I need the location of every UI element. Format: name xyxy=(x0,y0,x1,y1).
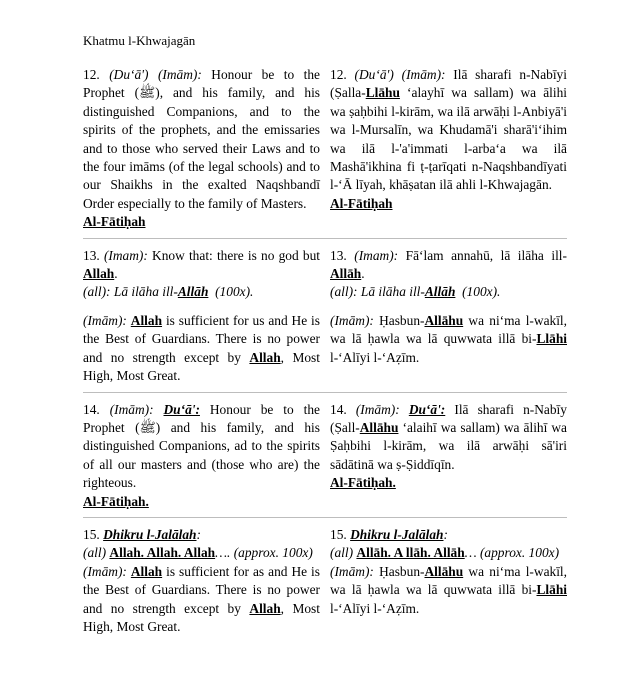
body-text: Ilā sharafi n-Nabīyi (Ṣalla- xyxy=(330,67,567,101)
divine-name: Llāhu xyxy=(365,85,400,101)
dhikr-title: Dhikru l-Jalālah xyxy=(103,526,197,542)
section-15 xyxy=(83,526,567,642)
body-text: Ilā sharafi n-Nabīy (Ṣall- xyxy=(330,401,567,435)
chant-text: Allah. Allah. Allah xyxy=(109,545,216,561)
all-label: (all) xyxy=(330,545,354,561)
body-text: Ḥasbun- xyxy=(379,563,425,579)
page-header: Khatmu l-Khwajagān xyxy=(83,33,196,48)
role-label: (Imām): xyxy=(330,563,374,579)
role-label: (Imām): xyxy=(330,312,374,328)
section-14 xyxy=(83,401,567,518)
fatiha-label: Al-Fātiḥah. xyxy=(330,475,396,491)
fatiha-label: Al-Fātiḥah. xyxy=(83,493,149,509)
body-text: wa ni‘ma l-wakīl, wa lā ḥawla wa lā quwwata illā bi- xyxy=(330,563,567,598)
divine-name: Allah xyxy=(83,266,115,282)
repeat-count: (100x). xyxy=(215,284,254,300)
body-text: is sufficient for as and He is the Best of Guardians. There is no power and no strength except by xyxy=(83,563,320,616)
role-label: (Imām): xyxy=(109,401,154,417)
repeat-count: (100x). xyxy=(462,284,501,300)
chant-text: Allāh. A llāh. Allāh xyxy=(356,545,465,561)
divine-name: Allāh xyxy=(177,284,209,300)
divine-name: Allāh xyxy=(330,266,362,282)
fatiha-label: Al-Fātiḥah xyxy=(330,195,393,211)
divine-name: Allah xyxy=(130,563,163,579)
section-14-english xyxy=(83,401,320,511)
divine-name: Allāhu xyxy=(359,419,399,435)
role-label: (Imām): xyxy=(83,312,127,328)
role-label: (Imām): xyxy=(355,401,400,417)
role-label: (Imam): xyxy=(103,247,148,263)
body-text: Know that: there is no god but xyxy=(152,247,320,263)
divine-name: Allāh xyxy=(424,284,456,300)
section-number: 14. xyxy=(330,401,347,417)
dhikr-title: Dhikru l-Jalālah xyxy=(350,526,444,542)
body-text: l-‘Alīyi l-‘Aẓīm. xyxy=(330,600,420,616)
body-text: Honour be to the Prophet (ﷺ), and his family, and his distinguished Companions, and to the spirits of the prophets, and the emissaries and to those who served their Laws and to the four imāms (of the legal schools) and to our Shaikhs in the exalted Naqshbandī Order especially to the family of Masters. xyxy=(83,67,320,211)
body-text: Fā‘lam annahū, lā ilāha ill- xyxy=(405,247,567,263)
approx-count: … (approx. 100x) xyxy=(464,545,560,561)
divine-name: Llāhi xyxy=(536,582,567,598)
dua-label: Du‘ā': xyxy=(408,401,446,417)
section-15-transliteration: 15. Dhikru l-Jalālah: (all) Allāh. A llāh. Allāh… (approx. 100x) (Imām): Ḥasbun-Allāhu wa ni‘ma l-wakīl, wa lā ḥawla wa lā quwwata illā bi-Llāhi l-‘Alīyi l-‘Aẓīm. xyxy=(330,526,567,616)
section-14-transliteration xyxy=(330,401,567,511)
section-12 xyxy=(83,66,567,239)
body-text: Honour be to the Prophet (ﷺ) and his family, and his distinguished Companions, ad to the spirits of all our masters and (those who are) the righteous. xyxy=(83,401,320,491)
body-text: ‘alaihī wa sallam) wa ālihī wa Ṣaḥbihi l-kirām, wa ilā arwāḥi sā'iri sādātinā wa ṣ-Ṣiddīqīn. xyxy=(330,419,567,472)
section-number: 12. xyxy=(83,67,100,82)
role-label: (Imam): xyxy=(354,247,399,263)
body-text: , Most High, Most Great. xyxy=(83,349,320,384)
fatiha-label: Al-Fātiḥah xyxy=(83,214,146,230)
section-15-english: 15. Dhikru l-Jalālah: (all) Allah. Allah. Allah…. (approx. 100x) (Imām): Allah is sufficient for as and He is the Best of Guardians. There is no power and no strength except by Allah, Most High, Most Great. xyxy=(83,526,320,634)
divine-name: Llāhi xyxy=(536,331,567,347)
section-13-english: 13. (Imam): Know that: there is no god but Allah. (all): Lā ilāha ill-Allāh (100x). (Imām): Allah is sufficient for us and He is the Best of Guardians. There is no power and no strength except by Allah, Most High, Most Great. xyxy=(83,247,320,384)
section-number: 13. xyxy=(330,247,347,263)
section-number: 15. xyxy=(83,526,100,542)
body-text: Ḥasbun- xyxy=(379,312,425,328)
section-13-transliteration: 13. (Imam): Fā‘lam annahū, lā ilāha ill-Allāh. (all): Lā ilāha ill-Allāh (100x). (Imām): Ḥasbun-Allāhu wa ni‘ma l-wakīl, wa lā ḥawla wa lā quwwata illā bi-Llāhi l-‘Alīyi l-‘Aẓīm. xyxy=(330,247,567,365)
body-text: l-‘Alīyi l-‘Aẓīm. xyxy=(330,349,420,365)
body-text: , Most High, Most Great. xyxy=(83,600,320,634)
role-label: (Du‘ā') (Imām): xyxy=(109,67,202,82)
text-columns xyxy=(83,66,567,650)
chant-text: Lā ilāha ill- xyxy=(113,284,178,300)
section-13 xyxy=(83,247,567,393)
divine-name: Allāhu xyxy=(424,563,464,579)
section-number: 13. xyxy=(83,247,100,263)
body-text: is sufficient for us and He is the Best of Guardians. There is no power and no strength except by xyxy=(83,312,320,365)
all-label: (all): xyxy=(83,284,111,300)
dua-label: Du‘ā': xyxy=(163,401,200,417)
role-label: (Imām): xyxy=(83,563,127,579)
role-label: (Du‘ā') (Imām): xyxy=(354,67,446,82)
section-number: 14. xyxy=(83,401,100,417)
all-label: (all) xyxy=(83,545,107,561)
divine-name: Allah xyxy=(249,600,281,616)
approx-count: …. (approx. 100x) xyxy=(215,545,313,561)
section-12-english xyxy=(83,66,320,232)
section-12-transliteration xyxy=(330,66,567,232)
section-number: 15. xyxy=(330,526,347,542)
divine-name: Allah xyxy=(130,312,163,328)
chant-text: Lā ilāha ill- xyxy=(360,284,425,300)
all-label: (all): xyxy=(330,284,358,300)
divine-name: Allah xyxy=(249,349,281,365)
body-text: wa ni‘ma l-wakīl, wa lā ḥawla wa lā quwwata illā bi- xyxy=(330,312,567,347)
divine-name: Allāhu xyxy=(424,312,464,328)
section-number: 12. xyxy=(330,67,347,82)
body-text: ‘alayhī wa sallam) wa ālihi wa ṣaḥbihi l-kirām, wa ilā arwāḥi l-Anbiyā'i wa l-Mursalīn, wa Khudamā'i sharā'i‘ihim wa ilā l-'a'immati l-arba‘a wa ilā Mashā'ikhina fi ṭ-ṭarīqati n-Naqshbandīyati l-‘Ā līyah, khāṣatan ilā ahli l-Khwajagān. xyxy=(330,85,567,193)
